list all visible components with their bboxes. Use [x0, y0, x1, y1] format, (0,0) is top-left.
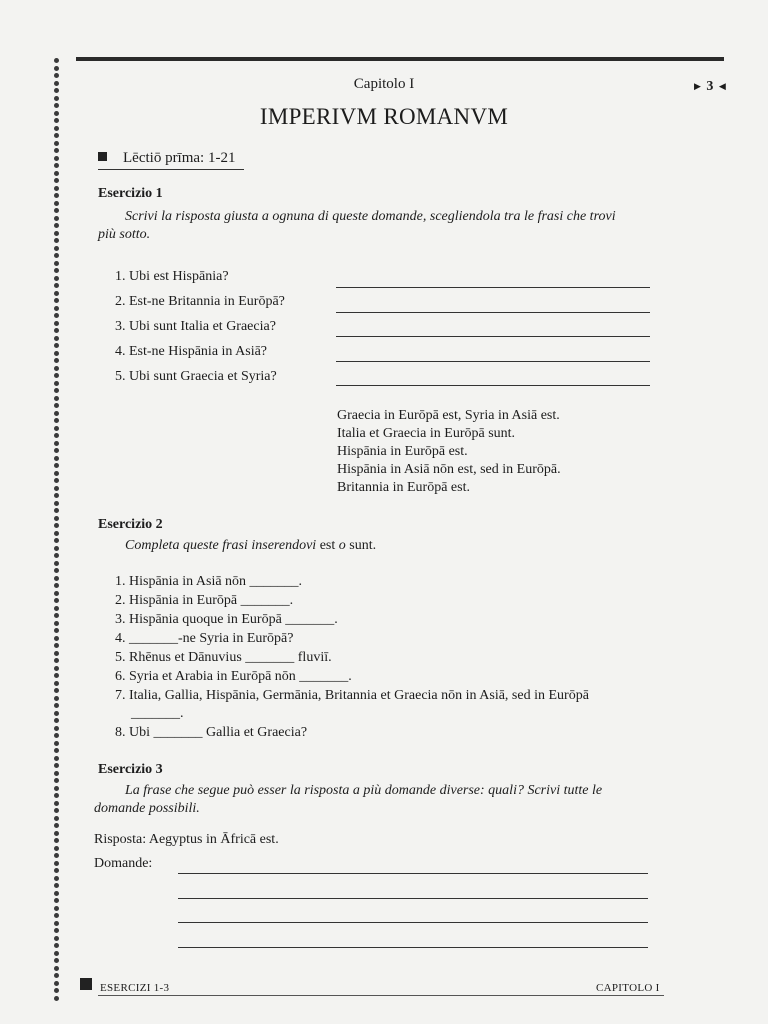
answer-line[interactable]	[178, 873, 648, 874]
answer-line[interactable]	[336, 312, 650, 313]
binder-hole	[54, 643, 59, 648]
binder-hole	[54, 426, 59, 431]
binder-hole	[54, 148, 59, 153]
binder-hole	[54, 396, 59, 401]
exercise2-item: 1. Hispānia in Asiā nōn _______.	[115, 574, 303, 589]
left-triangle-icon: ▶	[694, 81, 702, 91]
exercise2-item: 6. Syria et Arabia in Eurōpā nōn _______.	[115, 669, 352, 684]
binder-hole	[54, 838, 59, 843]
binder-hole	[54, 381, 59, 386]
binder-hole	[54, 981, 59, 986]
binder-hole	[54, 621, 59, 626]
lesson-label: Lēctiō prīma: 1-21	[123, 150, 236, 166]
binder-hole	[54, 763, 59, 768]
binder-hole	[54, 336, 59, 341]
binder-hole	[54, 366, 59, 371]
binder-hole	[54, 846, 59, 851]
binder-hole	[54, 868, 59, 873]
exercise1-choice: Britannia in Eurōpā est.	[337, 480, 470, 495]
exercise2-title: Esercizio 2	[98, 517, 163, 532]
binder-hole	[54, 351, 59, 356]
square-bullet-icon	[98, 152, 107, 161]
exercise1-question: 4. Est-ne Hispānia in Asiā?	[115, 344, 268, 359]
binder-hole	[54, 523, 59, 528]
binder-hole	[54, 943, 59, 948]
exercise2-item-continuation: _______.	[131, 706, 184, 721]
exercise2-item: 5. Rhēnus et Dānuvius _______ fluviī.	[115, 650, 332, 665]
binder-hole	[54, 928, 59, 933]
exercise1-instruction-line1: Scrivi la risposta giusta a ognuna di queste domande, scegliendola tra le frasi che trovi	[125, 209, 616, 224]
exercise1-choice: Italia et Graecia in Eurōpā sunt.	[337, 426, 516, 441]
binder-hole	[54, 418, 59, 423]
binder-hole	[54, 958, 59, 963]
binder-hole	[54, 133, 59, 138]
binder-hole	[54, 808, 59, 813]
binder-hole	[54, 291, 59, 296]
binder-hole	[54, 883, 59, 888]
answer-line[interactable]	[336, 336, 650, 337]
binder-hole	[54, 448, 59, 453]
binder-hole	[54, 816, 59, 821]
answer-line[interactable]	[178, 947, 648, 948]
binder-hole	[54, 876, 59, 881]
binder-hole	[54, 801, 59, 806]
binder-hole	[54, 283, 59, 288]
exercise2-item: 2. Hispānia in Eurōpā _______.	[115, 593, 294, 608]
exercise1-choice: Hispānia in Eurōpā est.	[337, 444, 468, 459]
binder-hole	[54, 793, 59, 798]
binder-hole	[54, 268, 59, 273]
top-rule	[76, 57, 724, 61]
binder-holes	[54, 58, 62, 1003]
binder-hole	[54, 681, 59, 686]
binder-hole	[54, 711, 59, 716]
binder-hole	[54, 223, 59, 228]
binder-hole	[54, 463, 59, 468]
binder-hole	[54, 66, 59, 71]
exercise1-choice: Hispānia in Asiā nōn est, sed in Eurōpā.	[337, 462, 561, 477]
binder-hole	[54, 891, 59, 896]
binder-hole	[54, 531, 59, 536]
lesson-rule	[98, 169, 244, 170]
footer-square-icon	[80, 978, 92, 990]
binder-hole	[54, 231, 59, 236]
binder-hole	[54, 703, 59, 708]
exercise1-choice: Graecia in Eurōpā est, Syria in Asiā est.	[337, 408, 560, 423]
binder-hole	[54, 921, 59, 926]
binder-hole	[54, 906, 59, 911]
answer-line[interactable]	[178, 898, 648, 899]
binder-hole	[54, 501, 59, 506]
exercise2-item: 7. Italia, Gallia, Hispānia, Germānia, Britannia et Graecia nōn in Asiā, sed in Eurōpā	[115, 688, 589, 703]
binder-hole	[54, 628, 59, 633]
binder-hole	[54, 786, 59, 791]
binder-hole	[54, 486, 59, 491]
exercise3-title: Esercizio 3	[98, 762, 163, 777]
footer-left-label: ESERCIZI 1-3	[100, 982, 170, 994]
binder-hole	[54, 741, 59, 746]
binder-hole	[54, 666, 59, 671]
binder-hole	[54, 778, 59, 783]
binder-hole	[54, 246, 59, 251]
binder-hole	[54, 688, 59, 693]
binder-hole	[54, 201, 59, 206]
answer-line[interactable]	[336, 287, 650, 288]
binder-hole	[54, 298, 59, 303]
chapter-label: Capitolo I	[353, 76, 415, 92]
exercise2-instruction-text: Completa queste frasi inserendovi	[125, 538, 317, 553]
binder-hole	[54, 478, 59, 483]
exercise1-question: 2. Est-ne Britannia in Eurōpā?	[115, 294, 285, 309]
binder-hole	[54, 718, 59, 723]
binder-hole	[54, 591, 59, 596]
binder-hole	[54, 261, 59, 266]
exercise1-question: 1. Ubi est Hispānia?	[115, 269, 229, 284]
right-triangle-icon: ◀	[718, 81, 727, 91]
binder-hole	[54, 538, 59, 543]
binder-hole	[54, 373, 59, 378]
binder-hole	[54, 936, 59, 941]
exercise1-instruction-line2: più sotto.	[98, 227, 151, 242]
binder-hole	[54, 96, 59, 101]
binder-hole	[54, 328, 59, 333]
page-number	[694, 79, 727, 95]
answer-line[interactable]	[178, 922, 648, 923]
binder-hole	[54, 658, 59, 663]
binder-hole	[54, 441, 59, 446]
page-number-value: 3	[706, 79, 715, 94]
binder-hole	[54, 276, 59, 281]
exercise2-instruction	[125, 538, 376, 554]
binder-hole	[54, 388, 59, 393]
binder-hole	[54, 988, 59, 993]
footer-right-label: CAPITOLO I	[596, 982, 660, 994]
binder-hole	[54, 673, 59, 678]
binder-hole	[54, 208, 59, 213]
binder-hole	[54, 471, 59, 476]
binder-hole	[54, 996, 59, 1001]
binder-hole	[54, 973, 59, 978]
binder-hole	[54, 696, 59, 701]
page-title: IMPERIVM ROMANVM	[259, 104, 509, 129]
exercise3-instruction-line2: domande possibili.	[94, 801, 200, 816]
binder-hole	[54, 163, 59, 168]
binder-hole	[54, 141, 59, 146]
binder-hole	[54, 898, 59, 903]
binder-hole	[54, 216, 59, 221]
binder-hole	[54, 358, 59, 363]
binder-hole	[54, 576, 59, 581]
binder-hole	[54, 253, 59, 258]
binder-hole	[54, 966, 59, 971]
exercise2-item: 8. Ubi _______ Gallia et Graecia?	[115, 725, 308, 740]
binder-hole	[54, 156, 59, 161]
exercise2-word-sunt: sunt	[349, 538, 373, 553]
binder-hole	[54, 861, 59, 866]
binder-hole	[54, 58, 59, 63]
binder-hole	[54, 733, 59, 738]
binder-hole	[54, 193, 59, 198]
lesson-heading	[98, 150, 235, 167]
binder-hole	[54, 771, 59, 776]
binder-hole	[54, 433, 59, 438]
binder-hole	[54, 238, 59, 243]
exercise2-connector: o	[338, 538, 346, 553]
binder-hole	[54, 516, 59, 521]
binder-hole	[54, 321, 59, 326]
exercise2-word-est: est	[319, 538, 336, 553]
binder-hole	[54, 493, 59, 498]
footer-rule	[98, 995, 664, 996]
exercise3-answer: Risposta: Aegyptus in Āfricā est.	[94, 832, 279, 847]
binder-hole	[54, 583, 59, 588]
binder-hole	[54, 171, 59, 176]
exercise1-question: 5. Ubi sunt Graecia et Syria?	[115, 369, 277, 384]
binder-hole	[54, 553, 59, 558]
binder-hole	[54, 606, 59, 611]
exercise1-title: Esercizio 1	[98, 186, 163, 201]
binder-hole	[54, 853, 59, 858]
binder-hole	[54, 306, 59, 311]
binder-hole	[54, 546, 59, 551]
binder-hole	[54, 403, 59, 408]
exercise1-question: 3. Ubi sunt Italia et Graecia?	[115, 319, 276, 334]
binder-hole	[54, 456, 59, 461]
binder-hole	[54, 186, 59, 191]
binder-hole	[54, 756, 59, 761]
binder-hole	[54, 651, 59, 656]
exercise2-item: 3. Hispānia quoque in Eurōpā _______.	[115, 612, 338, 627]
exercise3-instruction-line1: La frase che segue può esser la risposta a più domande diverse: quali? Scrivi tutte le	[125, 783, 603, 798]
binder-hole	[54, 636, 59, 641]
binder-hole	[54, 831, 59, 836]
binder-hole	[54, 613, 59, 618]
binder-hole	[54, 561, 59, 566]
binder-hole	[54, 598, 59, 603]
binder-hole	[54, 951, 59, 956]
binder-hole	[54, 313, 59, 318]
answer-line[interactable]	[336, 385, 650, 386]
binder-hole	[54, 568, 59, 573]
binder-hole	[54, 748, 59, 753]
exercise2-instruction-end: .	[372, 538, 377, 553]
binder-hole	[54, 411, 59, 416]
binder-hole	[54, 823, 59, 828]
binder-hole	[54, 343, 59, 348]
binder-hole	[54, 508, 59, 513]
binder-hole	[54, 178, 59, 183]
exercise2-item: 4. _______-ne Syria in Eurōpā?	[115, 631, 294, 646]
exercise3-questions-label: Domande:	[94, 856, 153, 871]
binder-hole	[54, 913, 59, 918]
binder-hole	[54, 726, 59, 731]
answer-line[interactable]	[336, 361, 650, 362]
